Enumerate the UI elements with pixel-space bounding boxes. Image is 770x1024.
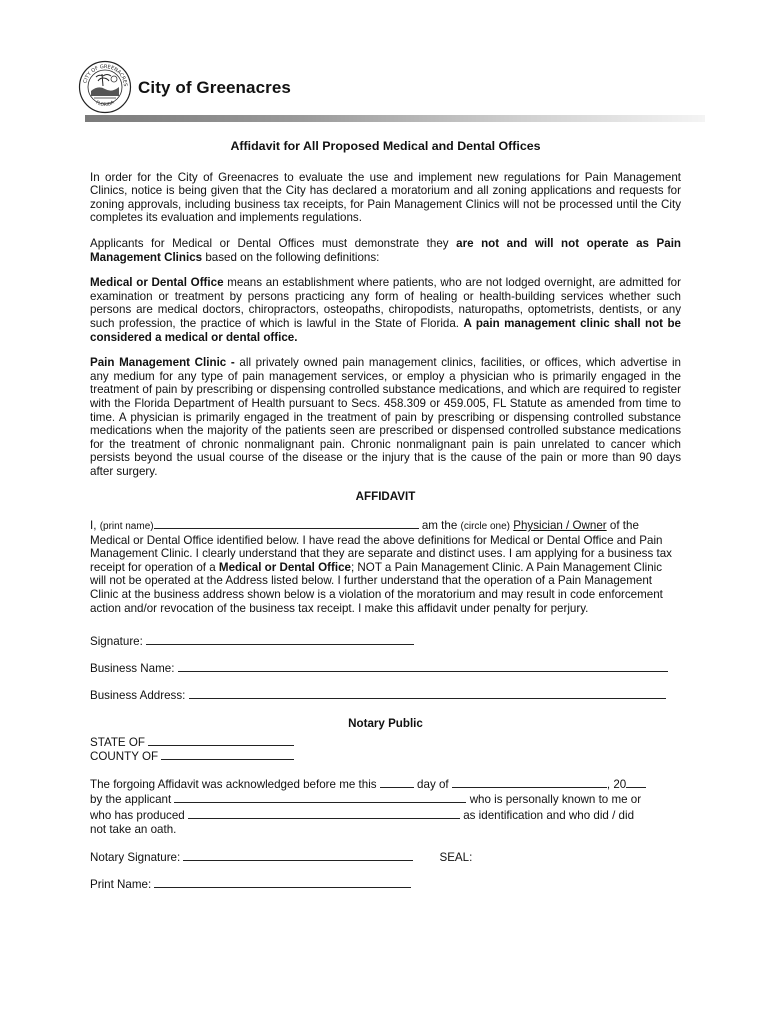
header-rule <box>85 115 705 122</box>
definition-medical-bold: A pain management clinic shall not be considered a medical or dental office. <box>90 316 681 344</box>
business-address-row <box>90 687 681 701</box>
notary-signature-field[interactable] <box>183 849 413 861</box>
county-row <box>90 748 681 762</box>
applicants-bold: are not and will not operate as Pain Management Clinics <box>90 236 681 264</box>
business-name-field[interactable] <box>178 660 668 672</box>
print-name-field[interactable] <box>154 876 411 888</box>
letterhead <box>78 60 718 118</box>
county-field[interactable] <box>161 748 294 760</box>
by-applicant-label: by the applicant <box>90 793 172 807</box>
affidavit-statement <box>90 517 681 615</box>
acknowledgment <box>90 776 681 836</box>
seal-label: SEAL: <box>439 851 473 865</box>
produced-label: who has produced <box>90 809 185 822</box>
known-label: who is personally known to me or <box>469 793 642 807</box>
as-id-label: as identification and who did / did <box>463 809 635 822</box>
role-options[interactable]: Physician / Owner <box>513 519 607 533</box>
seal-text-bottom: FLORIDA <box>94 100 116 109</box>
business-address-field[interactable] <box>189 687 666 699</box>
business-name-row <box>90 660 681 674</box>
ack-day-field[interactable] <box>380 776 414 788</box>
print-name-label: Print Name: <box>90 878 152 892</box>
affidavit-body-end: ; NOT a Pain Management Clinic. A Pain Management Clinic will not be operated at the Address listed below. I further understand that the operation of a Pain Management Clinic at the business address shown below is a violation of the moratorium and may result in code enforcement action and/or revocation of the business tax receipt. I make this affidavit under penalty for perjury. <box>90 560 663 615</box>
state-label: STATE OF <box>90 735 145 749</box>
affidavit-heading: AFFIDAVIT <box>355 490 416 504</box>
signature-label: Signature: <box>90 635 143 649</box>
definition-pain-clinic <box>90 356 681 478</box>
definition-medical-text: means an establishment where patients, who are not lodged overnight, are admitted for examination or treatment by persons practicing any form of healing or health-building services whether such persons are medical doctors, chiropractors, osteopaths, chiropodists, naturopaths, optometrists, dentists, or any such profession, the practice of which is lawful in the State of Florida. <box>90 276 681 330</box>
signature-row <box>90 633 681 647</box>
city-seal-logo <box>78 60 132 114</box>
ack-month-field[interactable] <box>452 776 607 788</box>
print-name-row <box>90 876 681 890</box>
business-name-label: Business Name: <box>90 662 175 676</box>
circle-one-hint: (circle one) <box>460 521 510 533</box>
affidavit-form <box>90 140 681 903</box>
notary-signature-label: Notary Signature: <box>90 851 181 865</box>
affidavit-body: Medical or Dental Office identified below. I have read the above definitions for Medical or Dental Office and Pain Management Clinic. I clearly understand that they are separate and distinct uses. I am applying for a business tax receipt for operation of a <box>90 533 672 574</box>
state-row <box>90 734 681 748</box>
intro-paragraph: In order for the City of Greenacres to evaluate the use and implement new regulations for Pain Management Clinics, notice is being given that the City has declared a moratorium and all zoning applications and requests for zoning approvals, including business tax receipts, for Pain Management Clinics will not be processed until the City completes its evaluation and implements regulations. <box>90 170 681 225</box>
seal-text-top: CITY OF GREENACRES <box>82 63 129 87</box>
am-the-label: am the <box>421 519 458 533</box>
identification-field[interactable] <box>188 807 460 819</box>
definition-pain-text: all privately owned pain management clinics, facilities, or offices, which advertise in any medium for any type of pain management services, or employ a physician who is primarily engaged in the treatment of pain by prescribing or dispensing controlled substance medications, and which are required to register with the Florida Department of Health pursuant to Secs. 458.309 or 459.005, FL Statute as amended from time to time. A physician is primarily engaged in the treatment of pain by prescribing or dispensing controlled substance medications when the majority of the patients seen are prescribed or dispensed controlled substance medications for the treatment of chronic nonmalignant pain. Chronic nonmalignant pain is pain unrelated to cancer which persists beyond the usual course of the disease or the injury that is the cause of the pain or more than 90 days after surgery. <box>90 356 681 478</box>
definition-medical <box>90 276 681 344</box>
term-medical: Medical or Dental Office <box>90 276 224 290</box>
city-name: City of Greenacres <box>138 78 291 97</box>
applicant-field[interactable] <box>174 791 466 803</box>
notary-heading: Notary Public <box>348 717 423 731</box>
print-name-hint: (print name) <box>99 521 154 533</box>
ack-day-label: day of <box>417 777 449 791</box>
of-the-label: of the <box>609 519 639 533</box>
applicants-pre: Applicants for Medical or Dental Offices must demonstrate they <box>90 236 457 250</box>
term-pain-clinic: Pain Management Clinic - <box>90 356 235 370</box>
ack-year-label: , 20 <box>606 777 627 791</box>
notary-signature-row <box>90 849 681 863</box>
applicant-name-field[interactable] <box>154 517 419 529</box>
ack-text: The forgoing Affidavit was acknowledged before me this <box>90 777 377 791</box>
applicants-post: based on the following definitions: <box>202 250 380 264</box>
county-label: COUNTY OF <box>90 749 159 763</box>
applicants-paragraph <box>90 237 681 264</box>
page-title: Affidavit for All Proposed Medical and Dental Offices <box>230 139 541 153</box>
state-field[interactable] <box>148 734 294 746</box>
affidavit-bold: Medical or Dental Office <box>218 560 351 574</box>
business-address-label: Business Address: <box>90 689 186 703</box>
ack-year-field[interactable] <box>626 776 646 788</box>
oath-label: not take an oath. <box>90 822 177 836</box>
signature-field[interactable] <box>146 633 414 645</box>
i-label: I, <box>90 519 97 533</box>
